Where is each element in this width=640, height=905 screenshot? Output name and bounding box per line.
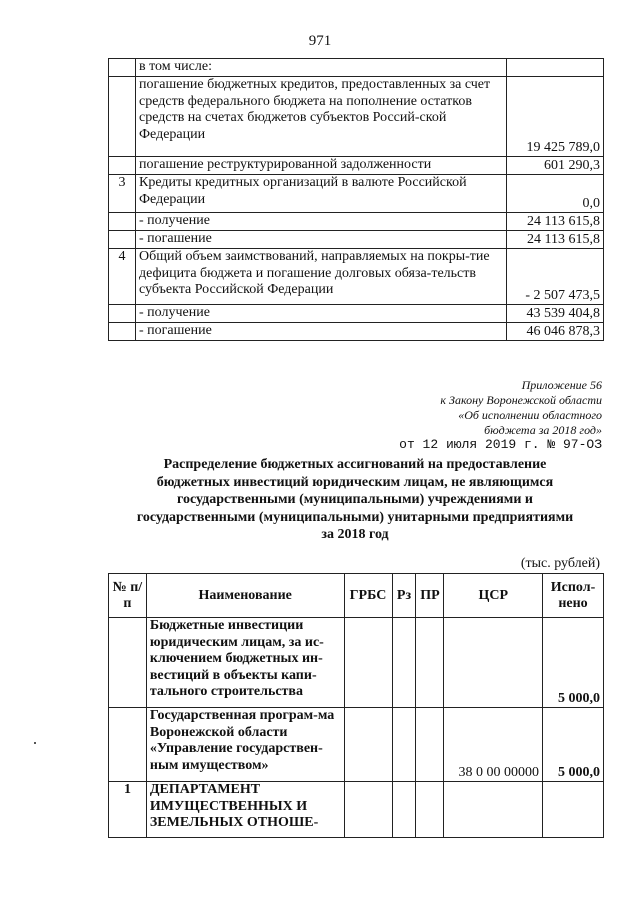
cell-grbs [344, 782, 392, 838]
row-text: - получение [136, 305, 507, 323]
cell-rz [392, 782, 416, 838]
table-row [109, 231, 604, 249]
cell-csr: 38 0 00 00000 [444, 708, 543, 782]
header-name: Наименование [146, 574, 344, 618]
header-no: № п/п [109, 574, 147, 618]
header-rz: Рз [392, 574, 416, 618]
header-pr: ПР [416, 574, 444, 618]
row-text: погашение бюджетных кредитов, предоставленных за счет средств федерального бюджета на пополнение остатков средств на счетах бюджетов субъектов Россий-ской Федерации [136, 77, 507, 157]
table-row [109, 59, 604, 77]
cell-grbs [344, 708, 392, 782]
row-value: 46 046 878,3 [507, 323, 604, 341]
table-row [109, 618, 604, 708]
header-value: Испол-нено [543, 574, 604, 618]
row-text: Общий объем заимствований, направляемых на покры-тие дефицита бюджета и погашение долговых обяза-тельств субъекта Российской Федерации [136, 249, 507, 305]
cell-no [109, 618, 147, 708]
cell-no [109, 708, 147, 782]
row-text: - погашение [136, 231, 507, 249]
row-text: Кредиты кредитных организаций в валюте Российской Федерации [136, 175, 507, 213]
appendix-law: к Закону Воронежской области [440, 393, 602, 407]
cell-name: Бюджетные инвестиции юридическим лицам, за ис-ключением бюджетных ин-вестиций в объекты капи-тального строительства [146, 618, 344, 708]
cell-name: Государственная програм-ма Воронежской области «Управление государствен-ным имуществом» [146, 708, 344, 782]
row-number: 3 [109, 175, 136, 213]
title-line: Распределение бюджетных ассигнований на предоставление [163, 457, 547, 472]
investments-table [108, 573, 604, 838]
cell-value [543, 782, 604, 838]
row-text: - получение [136, 213, 507, 231]
row-number [109, 213, 136, 231]
cell-rz [392, 708, 416, 782]
cell-name: ДЕПАРТАМЕНТ ИМУЩЕСТВЕННЫХ И ЗЕМЕЛЬНЫХ ОТНОШЕ- [146, 782, 344, 838]
row-value: 601 290,3 [507, 157, 604, 175]
title-line: государственными (муниципальными) учреждениями и [177, 492, 533, 507]
appendix-reference [440, 378, 602, 438]
row-number: 4 [109, 249, 136, 305]
page-number: 971 [308, 33, 332, 49]
row-number [109, 77, 136, 157]
cell-rz [392, 618, 416, 708]
table-row [109, 305, 604, 323]
document-title [105, 456, 605, 544]
row-number [109, 157, 136, 175]
table-row [109, 213, 604, 231]
table-row [109, 323, 604, 341]
table-row [109, 77, 604, 157]
row-value [507, 59, 604, 77]
appendix-law-title-cont: бюджета за 2018 год» [484, 423, 602, 437]
row-value: - 2 507 473,5 [507, 249, 604, 305]
row-number [109, 59, 136, 77]
row-value: 0,0 [507, 175, 604, 213]
title-line: за 2018 год [321, 527, 389, 542]
title-line: бюджетных инвестиций юридическим лицам, не являющимся [156, 474, 554, 490]
units-label: (тыс. рублей) [520, 556, 600, 571]
law-date-number: от 12 июля 2019 г. № 97-ОЗ [399, 437, 602, 452]
row-text: в том числе: [136, 59, 507, 77]
cell-grbs [344, 618, 392, 708]
scan-speck [34, 742, 36, 744]
table-row [109, 175, 604, 213]
cell-value: 5 000,0 [543, 708, 604, 782]
table-row [109, 157, 604, 175]
table-row [109, 708, 604, 782]
cell-csr [444, 618, 543, 708]
title-line: государственными (муниципальными) унитарными предприятиями [136, 509, 574, 525]
table-header-row [109, 574, 604, 618]
header-grbs: ГРБС [344, 574, 392, 618]
borrowings-table [108, 58, 604, 341]
table-row [109, 249, 604, 305]
row-number [109, 231, 136, 249]
row-value: 19 425 789,0 [507, 77, 604, 157]
cell-no: 1 [109, 782, 147, 838]
row-number [109, 305, 136, 323]
appendix-number: Приложение 56 [521, 378, 602, 392]
row-value: 43 539 404,8 [507, 305, 604, 323]
row-text: - погашение [136, 323, 507, 341]
row-number [109, 323, 136, 341]
header-csr: ЦСР [444, 574, 543, 618]
appendix-law-title: «Об исполнении областного [458, 408, 602, 422]
table-row [109, 782, 604, 838]
cell-pr [416, 618, 444, 708]
row-value: 24 113 615,8 [507, 231, 604, 249]
row-value: 24 113 615,8 [507, 213, 604, 231]
cell-pr [416, 782, 444, 838]
cell-pr [416, 708, 444, 782]
row-text: погашение реструктурированной задолженности [136, 157, 507, 175]
cell-csr [444, 782, 543, 838]
cell-value: 5 000,0 [543, 618, 604, 708]
